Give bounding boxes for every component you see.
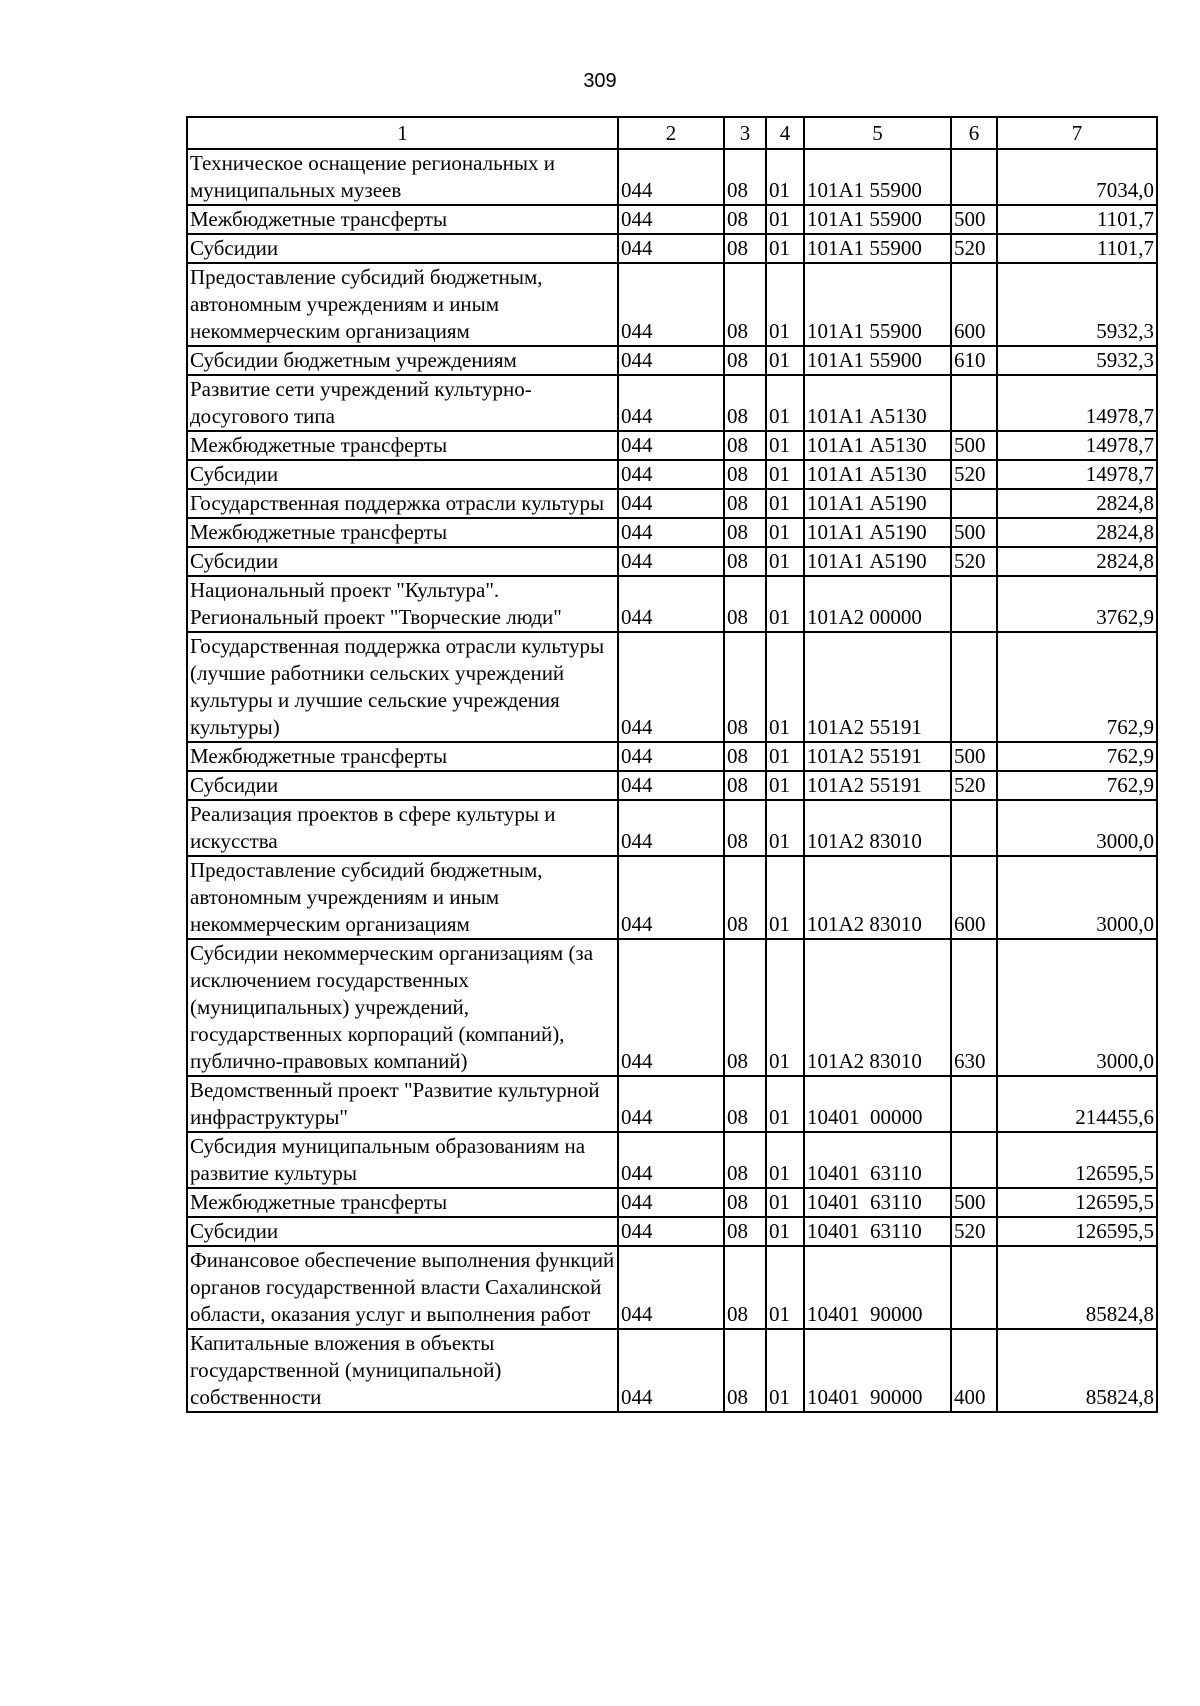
admin-code-cell: 044 bbox=[618, 431, 724, 460]
admin-code-cell: 044 bbox=[618, 1076, 724, 1132]
row-name-cell: Финансовое обеспечение выполнения функций органов государственной власти Сахалинской области, оказания услуг и выполнения работ bbox=[187, 1246, 618, 1329]
amount-cell: 2824,8 bbox=[997, 518, 1157, 547]
target-article-cell: 101А1 А5190 bbox=[804, 489, 951, 518]
target-article-cell: 10401 63110 bbox=[804, 1217, 951, 1246]
table-row bbox=[187, 632, 1157, 742]
section-cell: 08 bbox=[724, 205, 766, 234]
subsection-cell: 01 bbox=[766, 234, 804, 263]
target-article-cell: 101А1 55900 bbox=[804, 263, 951, 346]
section-cell: 08 bbox=[724, 939, 766, 1076]
table-row bbox=[187, 460, 1157, 489]
expense-type-cell: 520 bbox=[951, 1217, 997, 1246]
amount-cell: 126595,5 bbox=[997, 1188, 1157, 1217]
header-cell: 6 bbox=[951, 117, 997, 149]
row-name-cell: Межбюджетные трансферты bbox=[187, 205, 618, 234]
expense-type-cell: 400 bbox=[951, 1329, 997, 1412]
admin-code-cell: 044 bbox=[618, 518, 724, 547]
amount-cell: 762,9 bbox=[997, 632, 1157, 742]
section-cell: 08 bbox=[724, 234, 766, 263]
amount-cell: 1101,7 bbox=[997, 205, 1157, 234]
expense-type-cell bbox=[951, 800, 997, 856]
expense-type-cell bbox=[951, 1246, 997, 1329]
expense-type-cell: 500 bbox=[951, 205, 997, 234]
section-cell: 08 bbox=[724, 1076, 766, 1132]
admin-code-cell: 044 bbox=[618, 460, 724, 489]
table-row bbox=[187, 489, 1157, 518]
table-row bbox=[187, 1246, 1157, 1329]
amount-cell: 126595,5 bbox=[997, 1217, 1157, 1246]
amount-cell: 3000,0 bbox=[997, 939, 1157, 1076]
row-name-cell: Реализация проектов в сфере культуры и искусства bbox=[187, 800, 618, 856]
admin-code-cell: 044 bbox=[618, 1217, 724, 1246]
expense-type-cell bbox=[951, 489, 997, 518]
admin-code-cell: 044 bbox=[618, 1246, 724, 1329]
section-cell: 08 bbox=[724, 576, 766, 632]
subsection-cell: 01 bbox=[766, 149, 804, 205]
section-cell: 08 bbox=[724, 1329, 766, 1412]
amount-cell: 85824,8 bbox=[997, 1329, 1157, 1412]
table-row bbox=[187, 547, 1157, 576]
section-cell: 08 bbox=[724, 489, 766, 518]
row-name-cell: Субсидии bbox=[187, 1217, 618, 1246]
target-article-cell: 101А2 55191 bbox=[804, 742, 951, 771]
subsection-cell: 01 bbox=[766, 346, 804, 375]
header-cell: 3 bbox=[724, 117, 766, 149]
admin-code-cell: 044 bbox=[618, 800, 724, 856]
amount-cell: 214455,6 bbox=[997, 1076, 1157, 1132]
target-article-cell: 101А2 83010 bbox=[804, 939, 951, 1076]
target-article-cell: 101А1 А5130 bbox=[804, 460, 951, 489]
table-row bbox=[187, 518, 1157, 547]
section-cell: 08 bbox=[724, 1217, 766, 1246]
section-cell: 08 bbox=[724, 1246, 766, 1329]
section-cell: 08 bbox=[724, 800, 766, 856]
table-row bbox=[187, 576, 1157, 632]
row-name-cell: Межбюджетные трансферты bbox=[187, 742, 618, 771]
subsection-cell: 01 bbox=[766, 1076, 804, 1132]
subsection-cell: 01 bbox=[766, 460, 804, 489]
row-name-cell: Межбюджетные трансферты bbox=[187, 1188, 618, 1217]
admin-code-cell: 044 bbox=[618, 1132, 724, 1188]
section-cell: 08 bbox=[724, 149, 766, 205]
table-row bbox=[187, 234, 1157, 263]
subsection-cell: 01 bbox=[766, 205, 804, 234]
target-article-cell: 101А1 55900 bbox=[804, 346, 951, 375]
admin-code-cell: 044 bbox=[618, 489, 724, 518]
row-name-cell: Межбюджетные трансферты bbox=[187, 518, 618, 547]
amount-cell: 3000,0 bbox=[997, 800, 1157, 856]
admin-code-cell: 044 bbox=[618, 1188, 724, 1217]
target-article-cell: 101А2 55191 bbox=[804, 632, 951, 742]
section-cell: 08 bbox=[724, 742, 766, 771]
amount-cell: 3762,9 bbox=[997, 576, 1157, 632]
admin-code-cell: 044 bbox=[618, 771, 724, 800]
target-article-cell: 10401 63110 bbox=[804, 1188, 951, 1217]
expense-type-cell bbox=[951, 576, 997, 632]
subsection-cell: 01 bbox=[766, 742, 804, 771]
target-article-cell: 101А2 83010 bbox=[804, 856, 951, 939]
section-cell: 08 bbox=[724, 856, 766, 939]
target-article-cell: 10401 90000 bbox=[804, 1246, 951, 1329]
admin-code-cell: 044 bbox=[618, 939, 724, 1076]
table-body bbox=[187, 149, 1157, 1412]
admin-code-cell: 044 bbox=[618, 375, 724, 431]
subsection-cell: 01 bbox=[766, 1329, 804, 1412]
header-cell: 5 bbox=[804, 117, 951, 149]
amount-cell: 5932,3 bbox=[997, 346, 1157, 375]
row-name-cell: Субсидии bbox=[187, 547, 618, 576]
amount-cell: 2824,8 bbox=[997, 489, 1157, 518]
amount-cell: 3000,0 bbox=[997, 856, 1157, 939]
row-name-cell: Предоставление субсидий бюджетным, автономным учреждениям и иным некоммерческим организациям bbox=[187, 856, 618, 939]
subsection-cell: 01 bbox=[766, 375, 804, 431]
subsection-cell: 01 bbox=[766, 1188, 804, 1217]
section-cell: 08 bbox=[724, 1132, 766, 1188]
section-cell: 08 bbox=[724, 431, 766, 460]
table-row bbox=[187, 346, 1157, 375]
table-row bbox=[187, 431, 1157, 460]
amount-cell: 7034,0 bbox=[997, 149, 1157, 205]
expense-type-cell: 500 bbox=[951, 518, 997, 547]
section-cell: 08 bbox=[724, 460, 766, 489]
table-row bbox=[187, 1076, 1157, 1132]
table-row bbox=[187, 856, 1157, 939]
subsection-cell: 01 bbox=[766, 632, 804, 742]
expense-type-cell: 630 bbox=[951, 939, 997, 1076]
table-row bbox=[187, 149, 1157, 205]
table-row bbox=[187, 375, 1157, 431]
target-article-cell: 101А2 83010 bbox=[804, 800, 951, 856]
subsection-cell: 01 bbox=[766, 547, 804, 576]
amount-cell: 1101,7 bbox=[997, 234, 1157, 263]
subsection-cell: 01 bbox=[766, 489, 804, 518]
section-cell: 08 bbox=[724, 346, 766, 375]
admin-code-cell: 044 bbox=[618, 632, 724, 742]
subsection-cell: 01 bbox=[766, 1132, 804, 1188]
admin-code-cell: 044 bbox=[618, 742, 724, 771]
section-cell: 08 bbox=[724, 1188, 766, 1217]
section-cell: 08 bbox=[724, 518, 766, 547]
table-row bbox=[187, 800, 1157, 856]
expense-type-cell bbox=[951, 375, 997, 431]
admin-code-cell: 044 bbox=[618, 547, 724, 576]
header-cell: 1 bbox=[187, 117, 618, 149]
target-article-cell: 10401 63110 bbox=[804, 1132, 951, 1188]
row-name-cell: Субсидии бюджетным учреждениям bbox=[187, 346, 618, 375]
amount-cell: 14978,7 bbox=[997, 375, 1157, 431]
table-row bbox=[187, 1217, 1157, 1246]
admin-code-cell: 044 bbox=[618, 856, 724, 939]
admin-code-cell: 044 bbox=[618, 234, 724, 263]
expense-type-cell: 520 bbox=[951, 547, 997, 576]
row-name-cell: Субсидии bbox=[187, 234, 618, 263]
table-row bbox=[187, 742, 1157, 771]
target-article-cell: 101А1 А5190 bbox=[804, 518, 951, 547]
expense-type-cell bbox=[951, 1132, 997, 1188]
row-name-cell: Предоставление субсидий бюджетным, автономным учреждениям и иным некоммерческим организациям bbox=[187, 263, 618, 346]
row-name-cell: Субсидии bbox=[187, 771, 618, 800]
admin-code-cell: 044 bbox=[618, 576, 724, 632]
table-row bbox=[187, 1188, 1157, 1217]
expense-type-cell: 520 bbox=[951, 460, 997, 489]
subsection-cell: 01 bbox=[766, 1246, 804, 1329]
amount-cell: 14978,7 bbox=[997, 460, 1157, 489]
amount-cell: 126595,5 bbox=[997, 1132, 1157, 1188]
page-number: 309 bbox=[583, 70, 617, 92]
header-row bbox=[187, 117, 1157, 149]
target-article-cell: 101А2 00000 bbox=[804, 576, 951, 632]
section-cell: 08 bbox=[724, 632, 766, 742]
expense-type-cell bbox=[951, 149, 997, 205]
expense-type-cell: 500 bbox=[951, 431, 997, 460]
target-article-cell: 10401 90000 bbox=[804, 1329, 951, 1412]
row-name-cell: Техническое оснащение региональных и муниципальных музеев bbox=[187, 149, 618, 205]
section-cell: 08 bbox=[724, 547, 766, 576]
amount-cell: 85824,8 bbox=[997, 1246, 1157, 1329]
row-name-cell: Развитие сети учреждений культурно-досугового типа bbox=[187, 375, 618, 431]
subsection-cell: 01 bbox=[766, 1217, 804, 1246]
admin-code-cell: 044 bbox=[618, 263, 724, 346]
table-row bbox=[187, 771, 1157, 800]
row-name-cell: Национальный проект "Культура". Региональный проект "Творческие люди" bbox=[187, 576, 618, 632]
amount-cell: 5932,3 bbox=[997, 263, 1157, 346]
table-row bbox=[187, 1132, 1157, 1188]
subsection-cell: 01 bbox=[766, 856, 804, 939]
expense-type-cell: 600 bbox=[951, 263, 997, 346]
subsection-cell: 01 bbox=[766, 771, 804, 800]
subsection-cell: 01 bbox=[766, 939, 804, 1076]
row-name-cell: Субсидия муниципальным образованиям на развитие культуры bbox=[187, 1132, 618, 1188]
expense-type-cell bbox=[951, 632, 997, 742]
target-article-cell: 101А2 55191 bbox=[804, 771, 951, 800]
subsection-cell: 01 bbox=[766, 576, 804, 632]
admin-code-cell: 044 bbox=[618, 1329, 724, 1412]
row-name-cell: Капитальные вложения в объекты государственной (муниципальной) собственности bbox=[187, 1329, 618, 1412]
target-article-cell: 101А1 А5130 bbox=[804, 431, 951, 460]
table-row bbox=[187, 1329, 1157, 1412]
amount-cell: 762,9 bbox=[997, 771, 1157, 800]
table-row bbox=[187, 939, 1157, 1076]
target-article-cell: 101А1 55900 bbox=[804, 234, 951, 263]
subsection-cell: 01 bbox=[766, 431, 804, 460]
subsection-cell: 01 bbox=[766, 263, 804, 346]
target-article-cell: 101А1 А5190 bbox=[804, 547, 951, 576]
target-article-cell: 10401 00000 bbox=[804, 1076, 951, 1132]
section-cell: 08 bbox=[724, 375, 766, 431]
header-cell: 2 bbox=[618, 117, 724, 149]
amount-cell: 14978,7 bbox=[997, 431, 1157, 460]
amount-cell: 2824,8 bbox=[997, 547, 1157, 576]
expense-type-cell bbox=[951, 1076, 997, 1132]
budget-table bbox=[186, 116, 1158, 1413]
table-row bbox=[187, 263, 1157, 346]
admin-code-cell: 044 bbox=[618, 149, 724, 205]
row-name-cell: Государственная поддержка отрасли культуры (лучшие работники сельских учреждений культуры и лучшие сельские учреждения культуры) bbox=[187, 632, 618, 742]
section-cell: 08 bbox=[724, 263, 766, 346]
section-cell: 08 bbox=[724, 771, 766, 800]
target-article-cell: 101А1 А5130 bbox=[804, 375, 951, 431]
row-name-cell: Государственная поддержка отрасли культуры bbox=[187, 489, 618, 518]
expense-type-cell: 500 bbox=[951, 742, 997, 771]
target-article-cell: 101А1 55900 bbox=[804, 149, 951, 205]
expense-type-cell: 500 bbox=[951, 1188, 997, 1217]
table-row bbox=[187, 205, 1157, 234]
row-name-cell: Ведомственный проект "Развитие культурной инфраструктуры" bbox=[187, 1076, 618, 1132]
header-cell: 4 bbox=[766, 117, 804, 149]
admin-code-cell: 044 bbox=[618, 346, 724, 375]
subsection-cell: 01 bbox=[766, 800, 804, 856]
row-name-cell: Межбюджетные трансферты bbox=[187, 431, 618, 460]
expense-type-cell: 610 bbox=[951, 346, 997, 375]
admin-code-cell: 044 bbox=[618, 205, 724, 234]
subsection-cell: 01 bbox=[766, 518, 804, 547]
amount-cell: 762,9 bbox=[997, 742, 1157, 771]
expense-type-cell: 520 bbox=[951, 234, 997, 263]
target-article-cell: 101А1 55900 bbox=[804, 205, 951, 234]
row-name-cell: Субсидии bbox=[187, 460, 618, 489]
row-name-cell: Субсидии некоммерческим организациям (за исключением государственных (муниципальных) учреждений, государственных корпораций (компаний), публично-правовых компаний) bbox=[187, 939, 618, 1076]
expense-type-cell: 520 bbox=[951, 771, 997, 800]
expense-type-cell: 600 bbox=[951, 856, 997, 939]
header-cell: 7 bbox=[997, 117, 1157, 149]
